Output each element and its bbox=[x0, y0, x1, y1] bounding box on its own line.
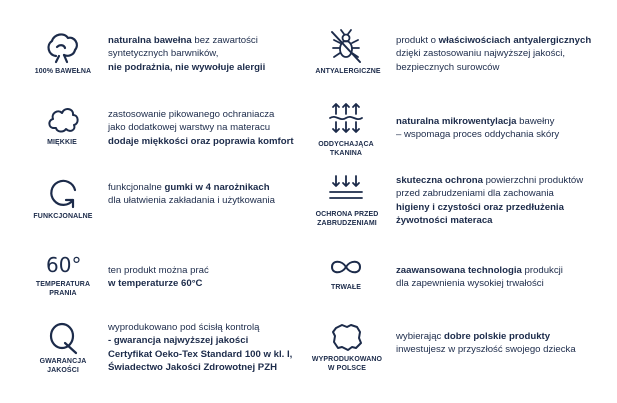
label-line: ODDYCHAJĄCA bbox=[318, 141, 374, 148]
label-line: TKANINA bbox=[329, 150, 363, 157]
feature-description bbox=[396, 330, 614, 357]
description-emphasis: - gwarancja najwyższej jakości bbox=[108, 335, 249, 347]
description-emphasis: właściwościach antyalergicznych bbox=[438, 35, 592, 46]
feature-soft bbox=[0, 80, 300, 160]
label-line: GWARANCJA bbox=[39, 358, 87, 365]
label-line: OCHRONA PRZED bbox=[315, 211, 379, 218]
label-line: W POLSCE bbox=[327, 365, 367, 372]
crossed-mite-icon bbox=[326, 28, 366, 64]
feature-label bbox=[310, 140, 382, 158]
label-line: TEMPERATURA bbox=[35, 281, 91, 288]
description-emphasis: skuteczna ochrona bbox=[396, 175, 483, 186]
feature-label bbox=[26, 280, 100, 298]
feature-description bbox=[396, 115, 614, 142]
description-text: wyprodukowano pod ścisłą kontrolą bbox=[108, 322, 260, 333]
description-text: dzięki zastosowaniu najwyższej jakości, bbox=[396, 48, 566, 60]
description-emphasis: gumki w 4 narożnikach bbox=[164, 182, 270, 193]
description-text: produkt o bbox=[396, 35, 439, 46]
feature-description bbox=[396, 174, 614, 227]
breathing-arrows-icon bbox=[328, 102, 364, 136]
feature-poland bbox=[300, 315, 617, 403]
description-emphasis: dodaje miękkości oraz poprawia komfort bbox=[108, 135, 294, 147]
feature-label: ANTYALERGICZNE bbox=[315, 68, 381, 75]
description-emphasis: nie podrażnia, nie wywołuje alergii bbox=[108, 61, 266, 73]
description-emphasis: higieny i czystości oraz przedłużenia bbox=[396, 201, 564, 213]
feature-label: 100% BAWEŁNA bbox=[34, 68, 92, 75]
description-emphasis: żywotności materaca bbox=[396, 214, 493, 226]
label-line: PRANIA bbox=[49, 290, 77, 297]
feature-breathable bbox=[300, 80, 617, 160]
poland-map-icon bbox=[330, 321, 364, 353]
description-text: bez zawartości bbox=[191, 35, 258, 46]
feature-label bbox=[30, 357, 96, 375]
description-text: funkcjonalne bbox=[108, 182, 165, 193]
label-line: WYPRODUKOWANO bbox=[311, 356, 383, 363]
description-text: produkcji bbox=[521, 265, 563, 276]
feature-description bbox=[108, 108, 298, 148]
description-text: powierzchni produktów bbox=[482, 175, 584, 186]
description-text: bawełny bbox=[516, 116, 555, 127]
cotton-flower-icon bbox=[42, 30, 82, 64]
label-line: ZABRUDZENIAMI bbox=[317, 220, 377, 227]
cloud-icon bbox=[46, 104, 80, 134]
description-emphasis: dobre polskie produkty bbox=[444, 331, 551, 342]
feature-description bbox=[108, 264, 298, 291]
label-line: JAKOŚCI bbox=[47, 367, 79, 374]
feature-description bbox=[108, 321, 298, 374]
feature-label: MIĘKKIE bbox=[47, 139, 77, 146]
feature-cotton bbox=[0, 0, 300, 80]
feature-description bbox=[396, 34, 614, 74]
description-emphasis: Certyfikat Oeko-Tex Standard 100 w kl. I, bbox=[108, 348, 293, 360]
feature-description bbox=[108, 181, 298, 208]
description-text: jako dodatkowej warstwy na materacu bbox=[108, 122, 271, 134]
protection-layer-icon bbox=[328, 174, 364, 202]
feature-washing bbox=[0, 245, 300, 315]
feature-description bbox=[396, 264, 614, 291]
description-text: – wspomaga proces oddychania skóry bbox=[396, 129, 560, 141]
temperature-60-icon bbox=[42, 251, 86, 281]
temperature-value: 60° bbox=[46, 253, 82, 277]
feature-description bbox=[108, 34, 298, 74]
description-text: zastosowanie pikowanego ochraniacza bbox=[108, 109, 275, 120]
description-emphasis: naturalna mikrowentylacja bbox=[396, 116, 517, 127]
feature-durable bbox=[300, 245, 617, 315]
feature-label: FUNKCJONALNE bbox=[33, 213, 93, 220]
feature-protection bbox=[300, 160, 617, 245]
feature-label bbox=[306, 210, 388, 228]
feature-label: TRWAŁE bbox=[330, 284, 362, 291]
description-text: syntetycznych barwników, bbox=[108, 48, 219, 60]
description-text: inwestujesz w przyszłość swojego dziecka bbox=[396, 344, 576, 356]
description-emphasis: w temperaturze 60°C bbox=[108, 278, 203, 290]
feature-functional bbox=[0, 160, 300, 245]
infinity-icon bbox=[328, 257, 364, 277]
feature-label bbox=[306, 355, 388, 373]
description-text: wybierając bbox=[396, 331, 444, 342]
description-text: bezpiecznych surowców bbox=[396, 61, 500, 73]
feature-quality bbox=[0, 315, 300, 403]
description-emphasis: Świadectwo Jakości Zdrowotnej PZH bbox=[108, 361, 277, 373]
description-emphasis: zaawansowana technologia bbox=[396, 265, 522, 276]
feature-antiallergic bbox=[300, 0, 617, 80]
quality-q-icon bbox=[47, 321, 79, 355]
description-text: ten produkt można prać bbox=[108, 265, 209, 276]
circular-arrow-icon bbox=[46, 176, 80, 210]
description-text: dla ułatwienia zakładania i użytkowania bbox=[108, 195, 275, 207]
description-text: dla zapewnienia wysokiej trwałości bbox=[396, 278, 544, 290]
description-emphasis: naturalna bawełna bbox=[108, 35, 192, 46]
description-text: przed zabrudzeniami dla zachowania bbox=[396, 188, 554, 200]
